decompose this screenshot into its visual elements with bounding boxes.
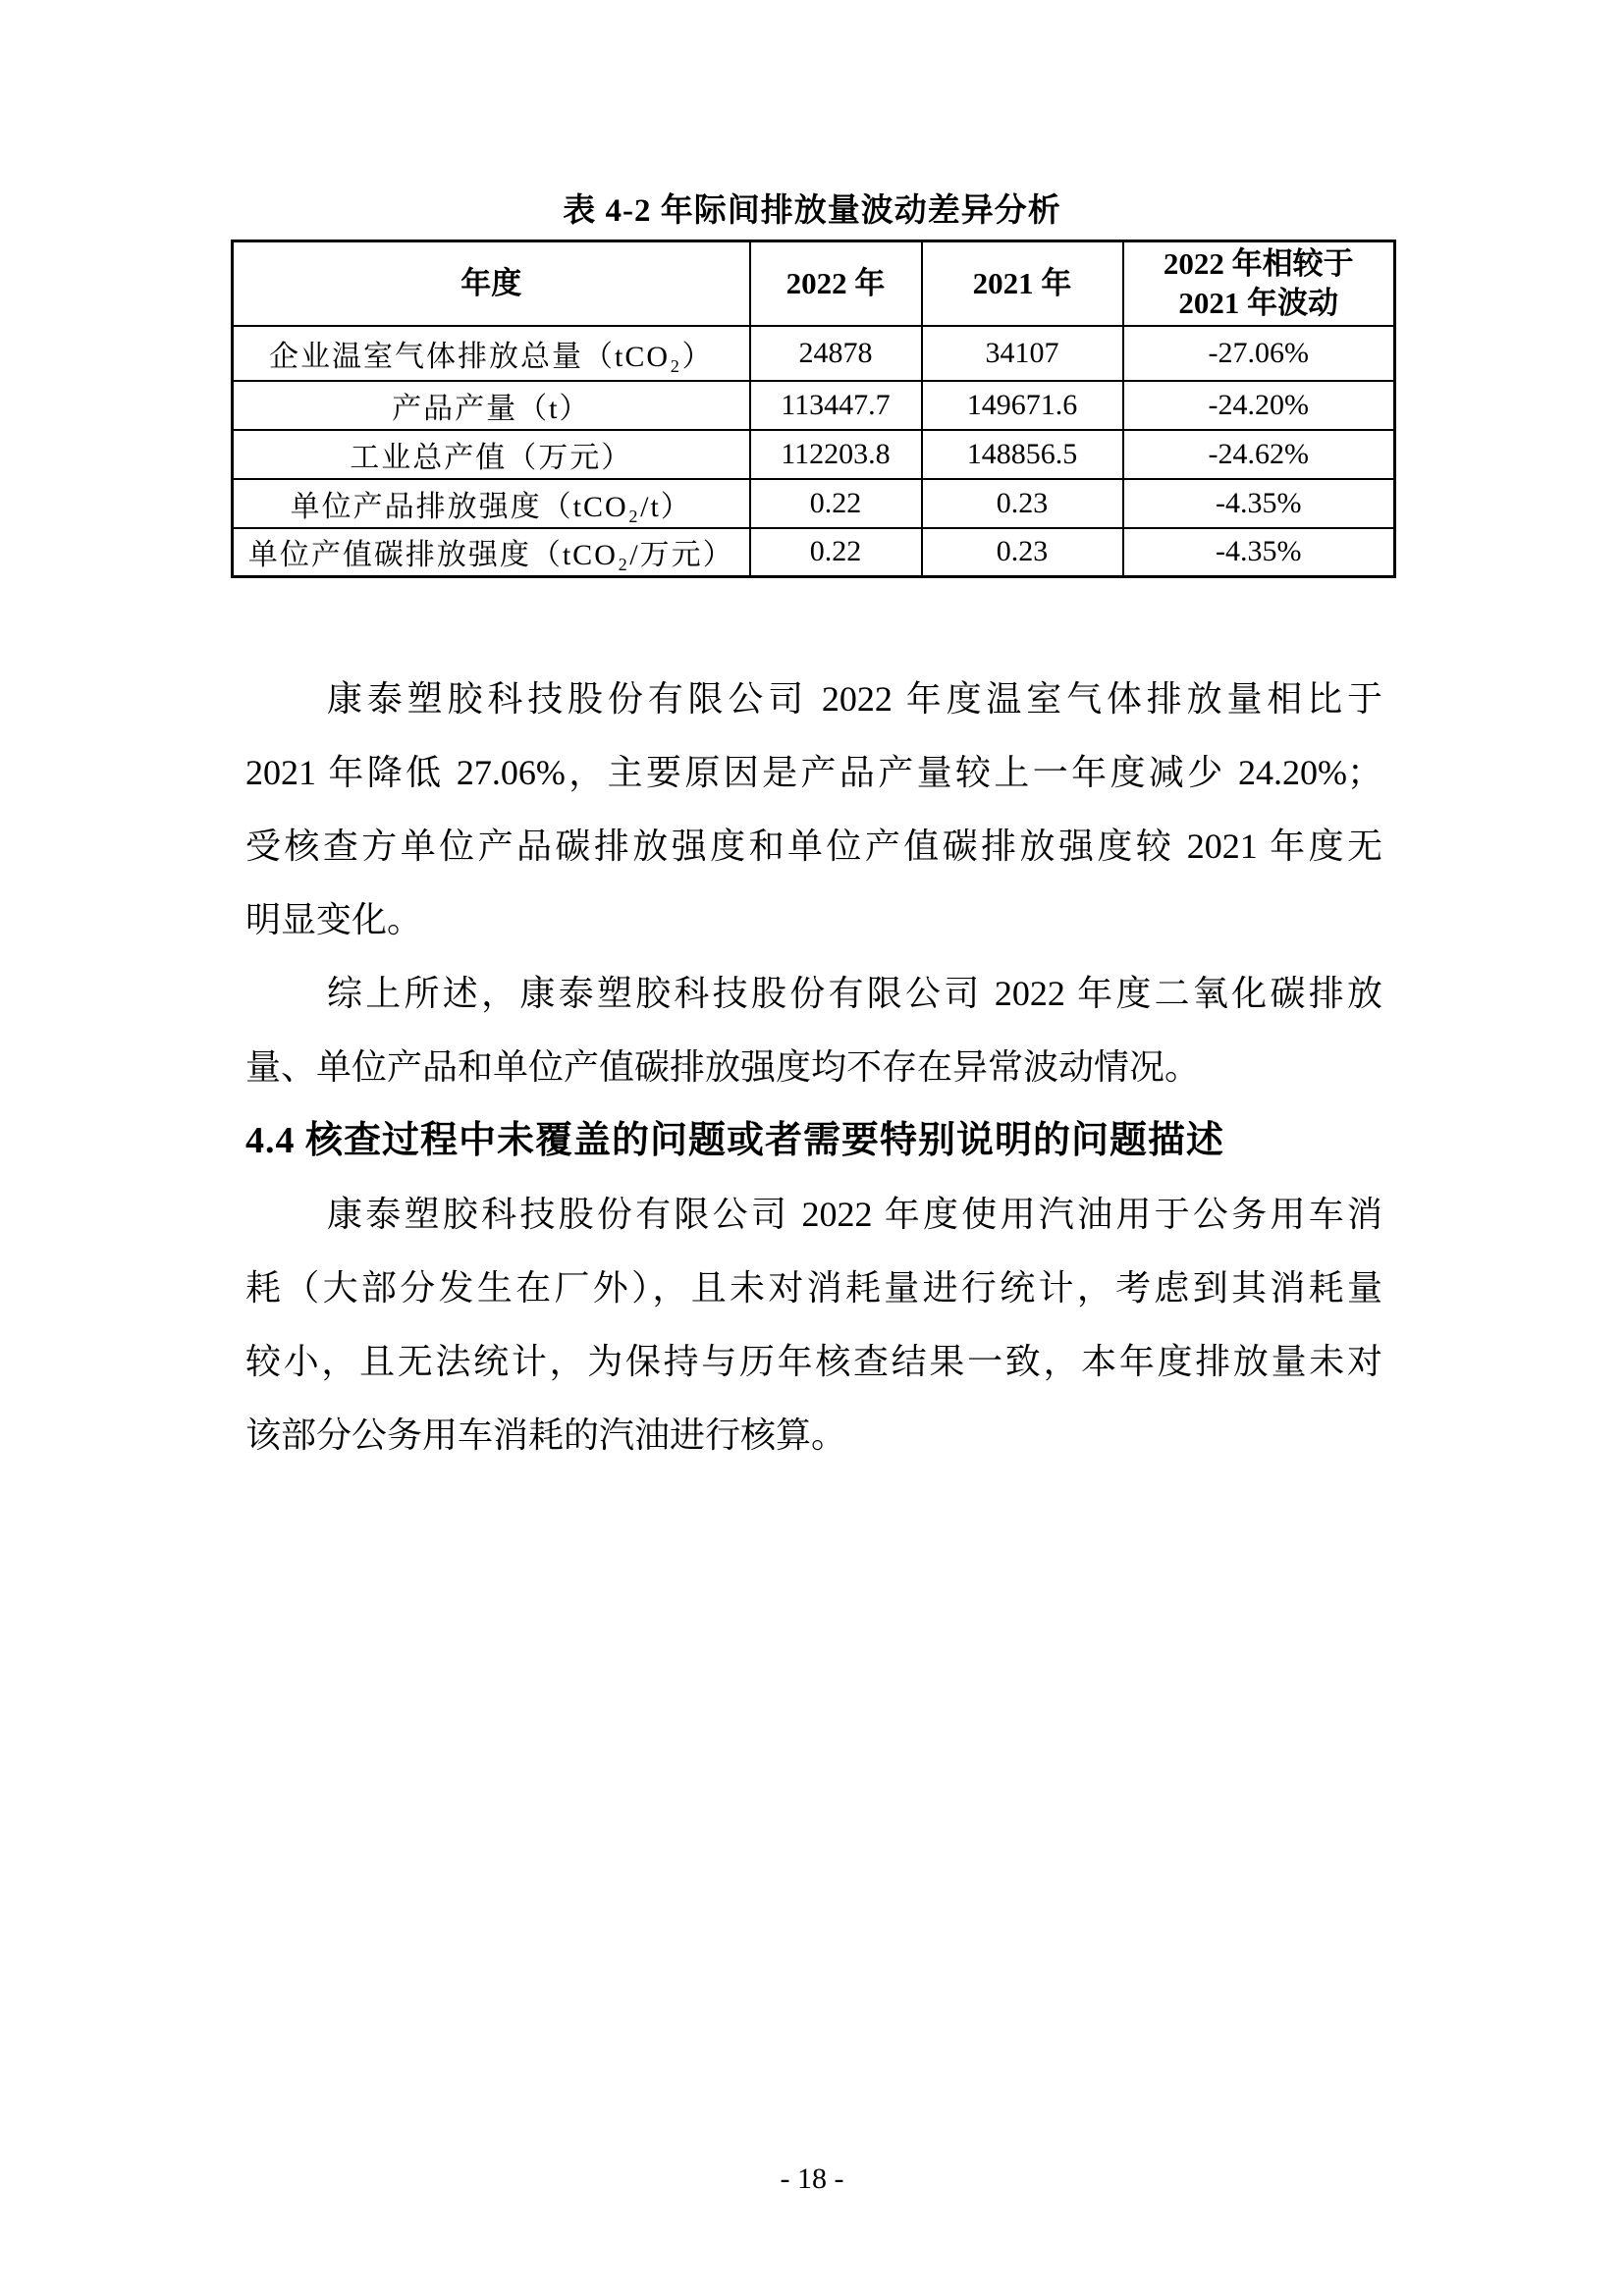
paragraph-2-line-2: 量、单位产品和单位产值碳排放强度均不存在异常波动情况。 bbox=[245, 1047, 1201, 1087]
table-row bbox=[233, 381, 1395, 430]
value-change: -4.35% bbox=[1123, 479, 1395, 528]
table-row bbox=[233, 479, 1395, 528]
header-change-line1: 2022 年相较于 bbox=[1163, 245, 1354, 281]
value-change: -24.20% bbox=[1123, 381, 1395, 430]
header-change-line2: 2021 年波动 bbox=[1178, 285, 1339, 320]
value-2021: 34107 bbox=[922, 326, 1123, 381]
paragraph-1-line-2: 2021 年降低 27.06%，主要原因是产品产量较上一年度减少 24.20%； bbox=[245, 753, 1382, 792]
value-2021: 149671.6 bbox=[922, 381, 1123, 430]
emissions-fluctuation-table bbox=[231, 240, 1396, 578]
value-2022: 24878 bbox=[750, 326, 922, 381]
row-label: 单位产值碳排放强度（tCO₂/万元） bbox=[233, 528, 750, 577]
row-label: 产品产量（t） bbox=[233, 381, 750, 430]
table-header-row bbox=[233, 241, 1395, 326]
paragraph-1-line-3: 受核查方单位产品碳排放强度和单位产值碳排放强度较 2021 年度无 bbox=[245, 827, 1382, 866]
paragraph-1-line-1: 康泰塑胶科技股份有限公司 2022 年度温室气体排放量相比于 bbox=[327, 679, 1382, 719]
paragraph-3-line-1: 康泰塑胶科技股份有限公司 2022 年度使用汽油用于公务用车消 bbox=[327, 1195, 1382, 1234]
value-2022: 0.22 bbox=[750, 479, 922, 528]
table-row bbox=[233, 326, 1395, 381]
header-cell-2021: 2021 年 bbox=[922, 241, 1123, 326]
header-cell-2022: 2022 年 bbox=[750, 241, 922, 326]
paragraph-1-line-4: 明显变化。 bbox=[245, 900, 423, 939]
value-2021: 0.23 bbox=[922, 479, 1123, 528]
table-row bbox=[233, 430, 1395, 479]
value-2022: 112203.8 bbox=[750, 430, 922, 479]
paragraph-3-line-3: 较小，且无法统计，为保持与历年核查结果一致，本年度排放量未对 bbox=[245, 1342, 1382, 1381]
value-change: -4.35% bbox=[1123, 528, 1395, 577]
table-caption: 表 4-2 年际间排放量波动差异分析 bbox=[563, 193, 1061, 229]
row-label: 单位产品排放强度（tCO₂/t） bbox=[233, 479, 750, 528]
value-2021: 148856.5 bbox=[922, 430, 1123, 479]
row-label: 工业总产值（万元） bbox=[233, 430, 750, 479]
header-cell-change bbox=[1123, 241, 1395, 326]
table-row bbox=[233, 528, 1395, 577]
value-2021: 0.23 bbox=[922, 528, 1123, 577]
body-text bbox=[245, 663, 1382, 1472]
value-change: -27.06% bbox=[1123, 326, 1395, 381]
section-heading-4-4: 4.4 核查过程中未覆盖的问题或者需要特别说明的问题描述 bbox=[245, 1120, 1225, 1161]
paragraph-2-line-1: 综上所述，康泰塑胶科技股份有限公司 2022 年度二氧化碳排放 bbox=[327, 974, 1382, 1013]
header-cell-year: 年度 bbox=[233, 241, 750, 326]
value-2022: 113447.7 bbox=[750, 381, 922, 430]
value-change: -24.62% bbox=[1123, 430, 1395, 479]
paragraph-3-line-2: 耗（大部分发生在厂外），且未对消耗量进行统计，考虑到其消耗量 bbox=[245, 1268, 1382, 1308]
row-label: 企业温室气体排放总量（tCO₂） bbox=[233, 326, 750, 381]
paragraph-3-line-4: 该部分公务用车消耗的汽油进行核算。 bbox=[245, 1415, 847, 1455]
value-2022: 0.22 bbox=[750, 528, 922, 577]
page-number: - 18 - bbox=[780, 2163, 844, 2195]
